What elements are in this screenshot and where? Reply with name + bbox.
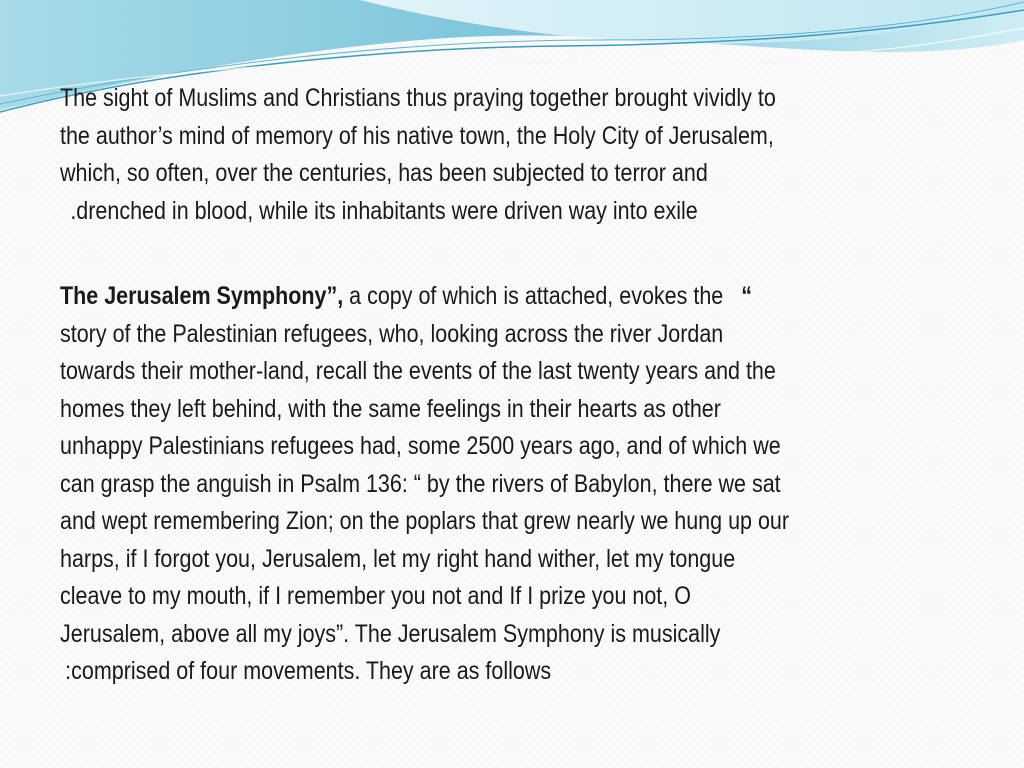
paragraph-line: .drenched in blood, while its inhabitants were driven way into exile (70, 196, 698, 225)
paragraph-1 (60, 80, 960, 230)
paragraph-line: which, so often, over the centuries, has been subjected to terror and (60, 159, 708, 187)
paragraph-gap (60, 230, 960, 278)
paragraph-line: homes they left behind, with the same feelings in their hearts as other (60, 394, 721, 423)
paragraph-line: Jerusalem, above all my joys”. The Jerusalem Symphony is musically (60, 619, 721, 648)
paragraph-first-line (60, 278, 834, 316)
paragraph-line: harps, if I forgot you, Jerusalem, let my right hand wither, let my tongue (60, 544, 736, 573)
first-line-rest: a copy of which is attached, evokes the (343, 282, 730, 310)
symphony-title: The Jerusalem Symphony”, (60, 282, 344, 310)
paragraph-line: story of the Palestinian refugees, who, looking across the river Jordan (60, 319, 724, 348)
paragraph-line: the author’s mind of memory of his native town, the Holy City of Jerusalem, (60, 121, 774, 150)
open-quote-mark: “ (741, 282, 753, 310)
paragraph-line: The sight of Muslims and Christians thus praying together brought vividly to (60, 84, 776, 112)
paragraph-line: can grasp the anguish in Psalm 136: “ by the rivers of Babylon, there we sat (60, 469, 781, 498)
paragraph-line: unhappy Palestinians refugees had, some 2500 years ago, and of which we (60, 432, 781, 460)
paragraph-2 (60, 278, 960, 691)
paragraph-line: :comprised of four movements. They are as follows (65, 657, 552, 685)
paragraph-line: cleave to my mouth, if I remember you not and If I prize you not, O (60, 582, 691, 610)
slide-text-body (60, 80, 960, 691)
paragraph-line: and wept remembering Zion; on the poplars that grew nearly we hung up our (60, 507, 790, 535)
paragraph-line: towards their mother-land, recall the events of the last twenty years and the (60, 357, 776, 385)
